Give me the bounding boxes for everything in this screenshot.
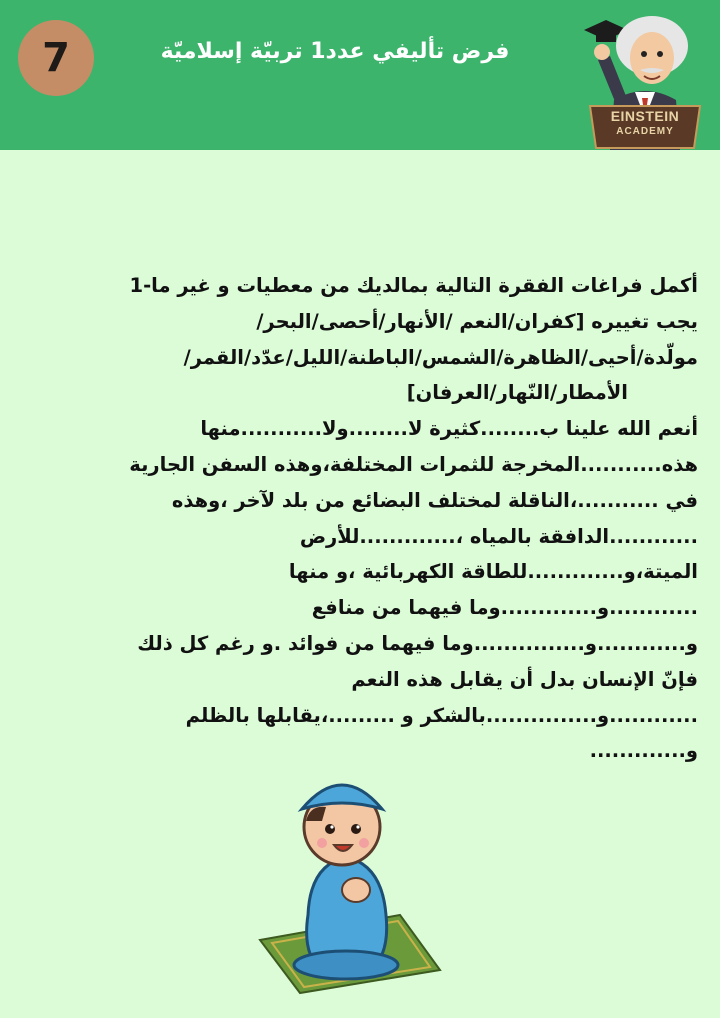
- exercise-line: ............الدافقة بالمياه ،.............للأرض: [299, 524, 698, 548]
- header-bar: [0, 0, 720, 150]
- exercise-line: ............و...............بالشكر و .........،يقابلها بالظلم: [185, 703, 698, 727]
- exercise-line: يجب تغييره [كفران/النعم /الأنهار/أحصى/البحر/: [256, 309, 698, 333]
- exercise-line: فإنّ الإنسان بدل أن يقابل هذه النعم: [351, 667, 698, 691]
- exercise-text: [70, 268, 698, 769]
- exam-number-badge: 7: [18, 20, 94, 96]
- logo-text-academy: ACADEMY: [616, 126, 674, 137]
- einstein-academy-logo: [580, 0, 710, 150]
- exercise-line: أنعم الله علينا ب........كثيرة لا........ولا...........منها: [200, 417, 698, 441]
- exercise-line: في ...........،الناقلة لمختلف البضائع من بلد لآخر ،وهذه: [171, 488, 698, 512]
- exercise-line: و............و...............وما فيهما من فوائد .و رغم كل ذلك: [137, 631, 698, 655]
- exercise-line: أكمل فراغات الفقرة التالية بمالديك من معطيات و غير ما-1: [129, 274, 698, 297]
- praying-child-icon: [250, 765, 450, 995]
- exercise-line: ............و.............وما فيهما من منافع: [311, 596, 698, 620]
- page-title: فرض تأليفي عدد1 تربيّة إسلاميّة: [160, 39, 510, 64]
- praying-child-illustration: [250, 765, 450, 995]
- exercise-line: مولّدة/أحيى/الظاهرة/الشمس/الباطنة/الليل/عدّد/القمر/: [183, 345, 698, 369]
- exercise-line: هذه...........المخرجة للثمرات المختلفة،وهذه السفن الجارية: [129, 452, 698, 476]
- logo-text-einstein: EINSTEIN: [610, 108, 680, 124]
- exercise-line: الأمطار/النّهار/العرفان]: [406, 381, 628, 405]
- exercise-line: و.............: [589, 739, 698, 763]
- exercise-line: الميتة،و.............للطاقة الكهربائية ،و منها: [288, 560, 698, 584]
